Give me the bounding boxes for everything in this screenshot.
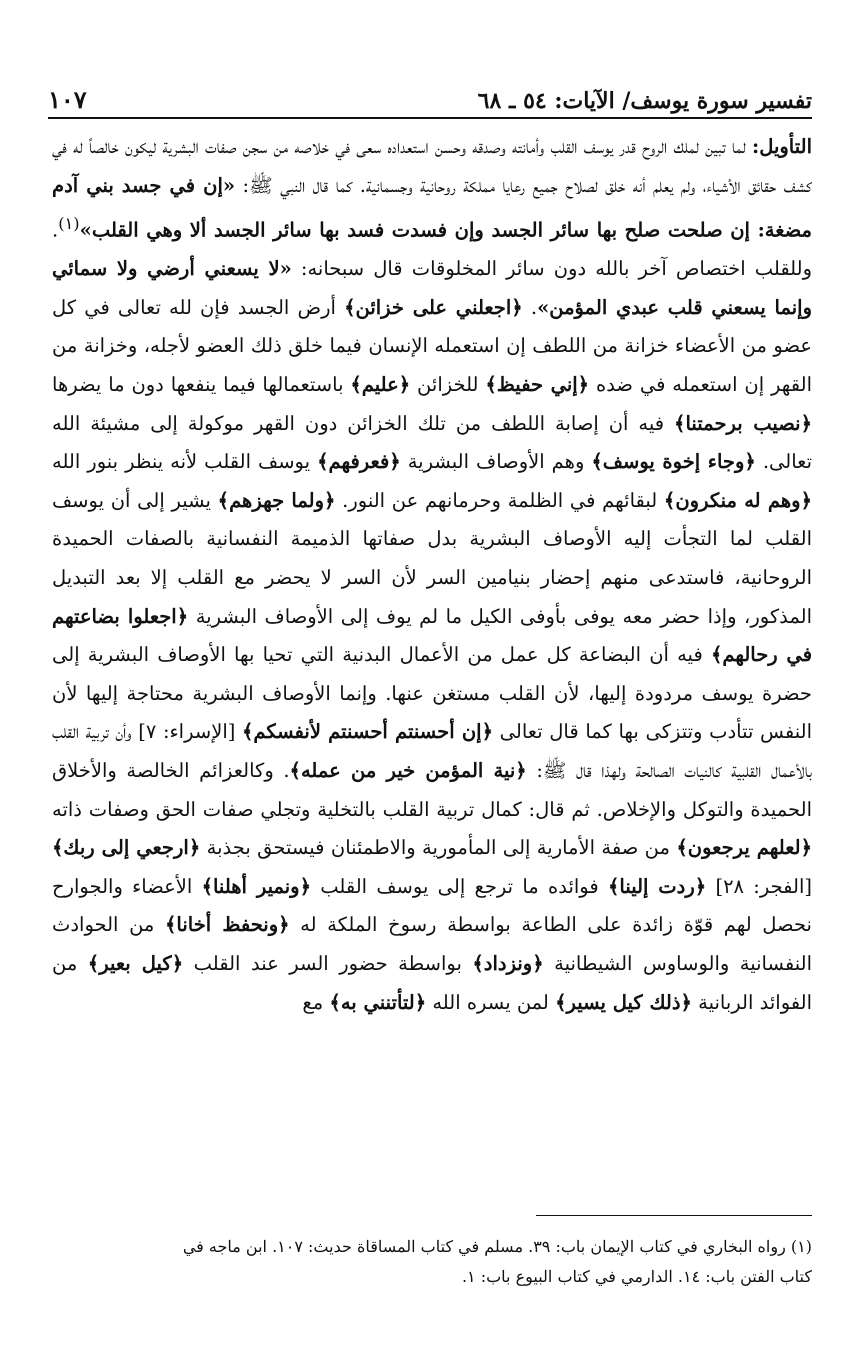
hadith-quote: «لا يسعني أرضي ولا سمائي وإنما يسعني قلب عبدي المؤمن»: [52, 257, 812, 319]
verse-quote: ﴿ارجعي إلى ربك﴾: [52, 836, 201, 860]
text-span: مع: [302, 990, 330, 1014]
page-header: [48, 80, 812, 114]
verse-quote: ﴿وهم له منكرون﴾: [663, 488, 812, 512]
hadith-quote: ﴿نية المؤمن خير من عمله﴾: [289, 759, 527, 782]
footnotes: [48, 1232, 812, 1292]
text-span: باستعمالها فيما ينفعها دون ما يضرها: [52, 373, 351, 397]
footnote-marker[interactable]: (١): [58, 214, 80, 234]
header-rule: [48, 117, 812, 119]
verse-quote: ﴿ولما جهزهم﴾: [217, 488, 336, 512]
text-span: لما تبين لملك الروح قدر يوسف القلب وأمانته وصدقه وحسن استعداده سعى في خلاصه من سجن صفات البشرية ليكون خالصاً له في كشف حقائق الأشياء، ولم يعلم أنه خلق لصلاح جميع رعايا مملكة روحانية وجسمانية. كما قال النبي ﷺ:: [52, 135, 812, 197]
verse-quote: ﴿نصيب برحمتنا﴾: [674, 411, 812, 435]
verse-quote: ﴿ذلك كيل يسير﴾: [555, 990, 692, 1014]
text-span: من الحوادث النفسانية والوساوس الشيطانية: [52, 913, 812, 975]
footnote-line: كتاب الفتن باب: ١٤. الدارمي في كتاب البيوع باب: ١.: [461, 1267, 812, 1286]
verse-quote: ﴿ونزداد﴾: [472, 951, 544, 975]
running-title: تفسير سورة يوسف/ الآيات: ٥٤ ـ ٦٨: [477, 88, 812, 114]
verse-quote: ﴿كيل بعير﴾: [87, 951, 184, 975]
verse-quote: ﴿إني حفيظ﴾: [485, 373, 590, 397]
verse-quote: ﴿عليم﴾: [350, 373, 411, 397]
verse-quote: ﴿لعلهم يرجعون﴾: [676, 836, 812, 860]
verse-quote: ﴿فعرفهم﴾: [317, 450, 401, 474]
text-span: للخزائن: [410, 373, 486, 397]
text-span: فيه أن إصابة اللطف من تلك الخزائن دون القهر موكولة إلى مشيئة الله تعالى.: [52, 411, 812, 474]
text-span: الأعضاء والجوارح نحصل لهم قوّة زائدة على الطاعة بواسطة رسوخ الملكة له: [52, 874, 812, 937]
text-span: بواسطة حضور السر عند القلب: [183, 951, 473, 975]
text-span: فيه أن البضاعة كل عمل من الأعمال البدنية التي تحيا بها الأوصاف البشرية إلى حضرة يوسف مردودة إليها، لأن القلب مستغن عنها. وإنما الأوصاف البشرية محتاجة إليها لأن النفس تتأدب وتتزكى بها كما قال تعالى: [52, 643, 812, 744]
verse-quote: ﴿اجعلوا بضاعتهم في رحالهم﴾: [52, 604, 812, 667]
verse-quote: ﴿إن أحسنتم أحسنتم لأنفسكم﴾: [241, 720, 494, 744]
verse-quote: ﴿ونحفظ أخانا﴾: [164, 913, 290, 937]
footnote-line: (١) رواه البخاري في كتاب الإيمان باب: ٣٩. مسلم في كتاب المساقاة حديث: ١٠٧. ابن ماجه في: [182, 1237, 812, 1256]
verse-quote: ﴿وجاء إخوة يوسف﴾: [591, 450, 756, 474]
text-span: [الفجر: ٢٨]: [706, 874, 812, 898]
text-span: يوسف القلب لأنه ينظر بنور الله: [52, 450, 318, 474]
text-span: من صفة الأمارية إلى المأمورية والاطمئنان فيستحق بجذبة: [200, 836, 677, 860]
verse-quote: ﴿ردت إلينا﴾: [607, 874, 707, 898]
verse-quote: ﴿اجعلني على خزائن﴾: [344, 295, 523, 319]
section-heading: التأويل:: [752, 135, 812, 158]
text-span: . وكالعزائم الخالصة والأخلاق الحميدة والتوكل والإخلاص. ثم قال: كمال تربية القلب بالتخلية وتجلي صفات الحق وصفات ذاته: [52, 759, 812, 821]
text-span: فوائده ما ترجع إلى يوسف القلب: [311, 874, 608, 898]
paragraph: [52, 128, 812, 1022]
text-span: أرض الجسد فإن لله تعالى في كل عضو من الأعضاء خزانة من اللطف إن استعمله الإنسان فيما خلق ذلك العضو لأجله، وخزانة من القهر إن استعمله في ضده: [52, 295, 812, 397]
text-span: يشير إلى أن يوسف القلب لما التجأت إليه الأوصاف البشرية بدل صفاتها الذميمة النفسانية بالصفات الحميدة الروحانية، فاستدعى منهم إحضار بنيامين السر لأن السر لا يحضر مع القلب إلا بعد التبديل المذكور، وإذا حضر معه يوفى بأوفى الكيل ما لم يوف إلى الأوصاف البشرية: [52, 488, 812, 628]
text-span: من الفوائد الربانية: [52, 951, 812, 1014]
hadith-quote: «إن في جسد بني آدم مضغة: إن صلحت صلح بها سائر الجسد وإن فسدت فسد بها سائر الجسد ألا وهي القلب»: [52, 173, 812, 242]
verse-quote: ﴿ونمير أهلنا﴾: [201, 874, 312, 898]
text-span: .: [522, 295, 538, 319]
footnote-separator: [536, 1215, 812, 1216]
text-span: لمن يسره الله: [426, 990, 556, 1014]
text-span: [الإسراء: ٧] وأن تربية القلب بالأعمال القلبية كالنيات الصالحة ولهذا قال ﷺ:: [52, 720, 812, 782]
main-text: [52, 128, 812, 1188]
text-span: لبقائهم في الظلمة وحرمانهم عن النور.: [335, 488, 664, 512]
text-span: وهم الأوصاف البشرية: [400, 450, 592, 474]
verse-quote: ﴿لتأتنني به﴾: [329, 990, 427, 1014]
page-number: ١٠٧: [48, 85, 87, 114]
text-span: . وللقلب اختصاص آخر بالله دون سائر المخلوقات قال سبحانه:: [52, 218, 812, 281]
